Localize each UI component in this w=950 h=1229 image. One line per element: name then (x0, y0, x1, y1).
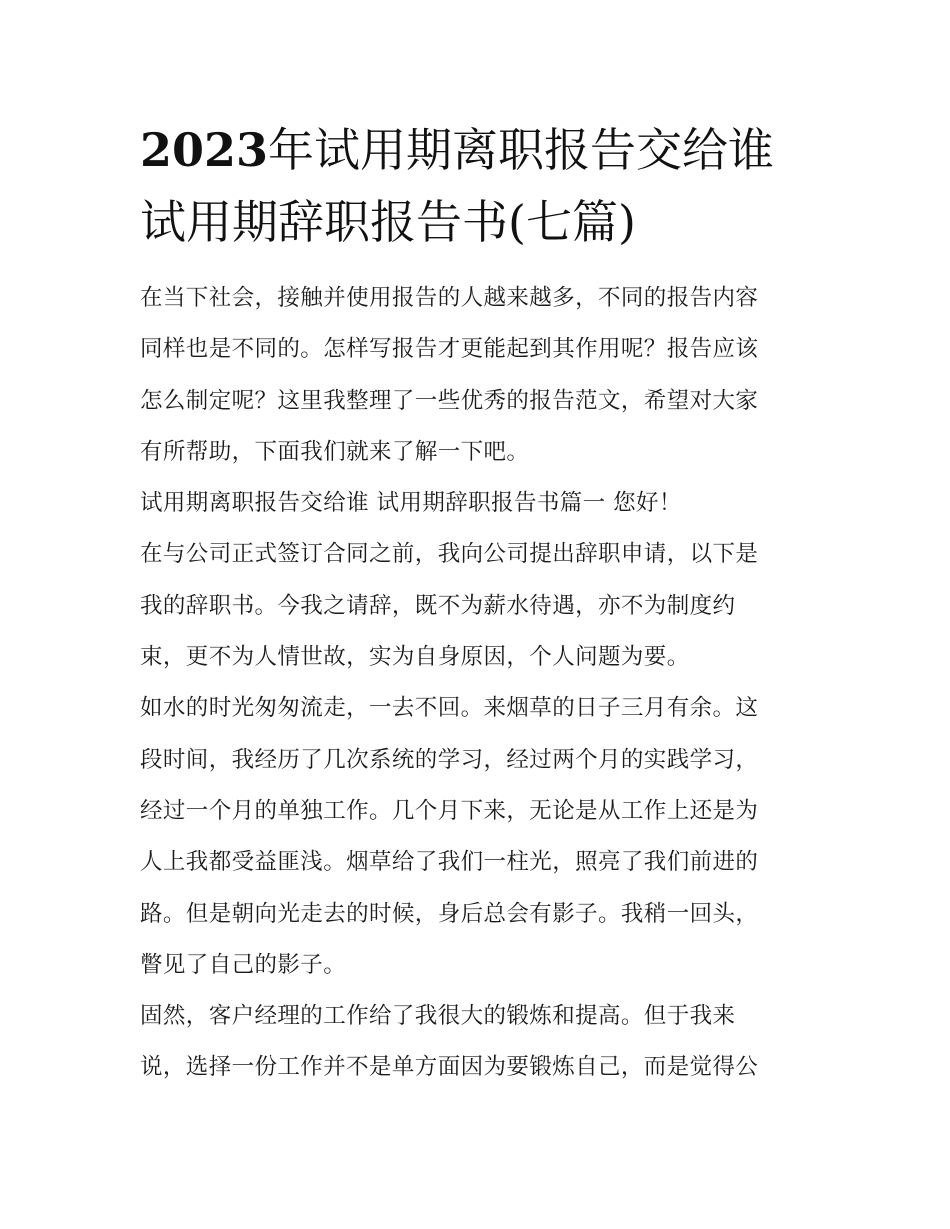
title-line2: 试用期辞职报告书(七篇) (140, 195, 636, 249)
document-title (140, 114, 830, 258)
text-line: 说，选择一份工作并不是单方面因为要锻炼自己，而是觉得公 (140, 1054, 759, 1081)
text-line: 经过一个月的单独工作。几个月下来，无论是从工作上还是为 (140, 797, 759, 824)
title-year: 2023 (140, 123, 269, 177)
paragraph-reflection (140, 991, 816, 1094)
text-line: 瞥见了自己的影子。 (140, 951, 347, 978)
text-line: 在与公司正式签订合同之前，我向公司提出辞职申请，以下是 (140, 541, 759, 568)
title-line1-rest: 年试用期离职报告交给谁 (268, 123, 775, 177)
text-line: 怎么制定呢？这里我整理了一些优秀的报告范文，希望对大家 (140, 387, 759, 414)
text-line: 段时间，我经历了几次系统的学习，经过两个月的实践学习， (140, 746, 759, 773)
text-line: 固然，客户经理的工作给了我很大的锻炼和提高。但于我来 (140, 1003, 736, 1030)
text-line: 有所帮助，下面我们就来了解一下吧。 (140, 438, 530, 465)
text-line: 束，更不为人情世故，实为自身原因，个人问题为要。 (140, 644, 690, 671)
document-body (140, 273, 816, 1094)
text-line: 人上我都受益匪浅。烟草给了我们一柱光，照亮了我们前进的 (140, 849, 759, 876)
paragraph-resignation-statement (140, 529, 816, 683)
paragraph-intro (140, 273, 816, 478)
paragraph-experience (140, 683, 816, 991)
text-line: 路。但是朝向光走去的时候，身后总会有影子。我稍一回头， (140, 900, 759, 927)
text-line: 在当下社会，接触并使用报告的人越来越多，不同的报告内容 (140, 285, 759, 311)
text-line: 试用期离职报告交给谁 试用期辞职报告书篇一 您好！ (140, 490, 682, 517)
text-line: 如水的时光匆匆流走，一去不回。来烟草的日子三月有余。这 (140, 695, 759, 722)
paragraph-section-heading (140, 478, 816, 529)
text-line: 同样也是不同的。怎样写报告才更能起到其作用呢？报告应该 (140, 336, 759, 363)
text-line: 我的辞职书。今我之请辞，既不为薪水待遇，亦不为制度约 (140, 592, 736, 619)
